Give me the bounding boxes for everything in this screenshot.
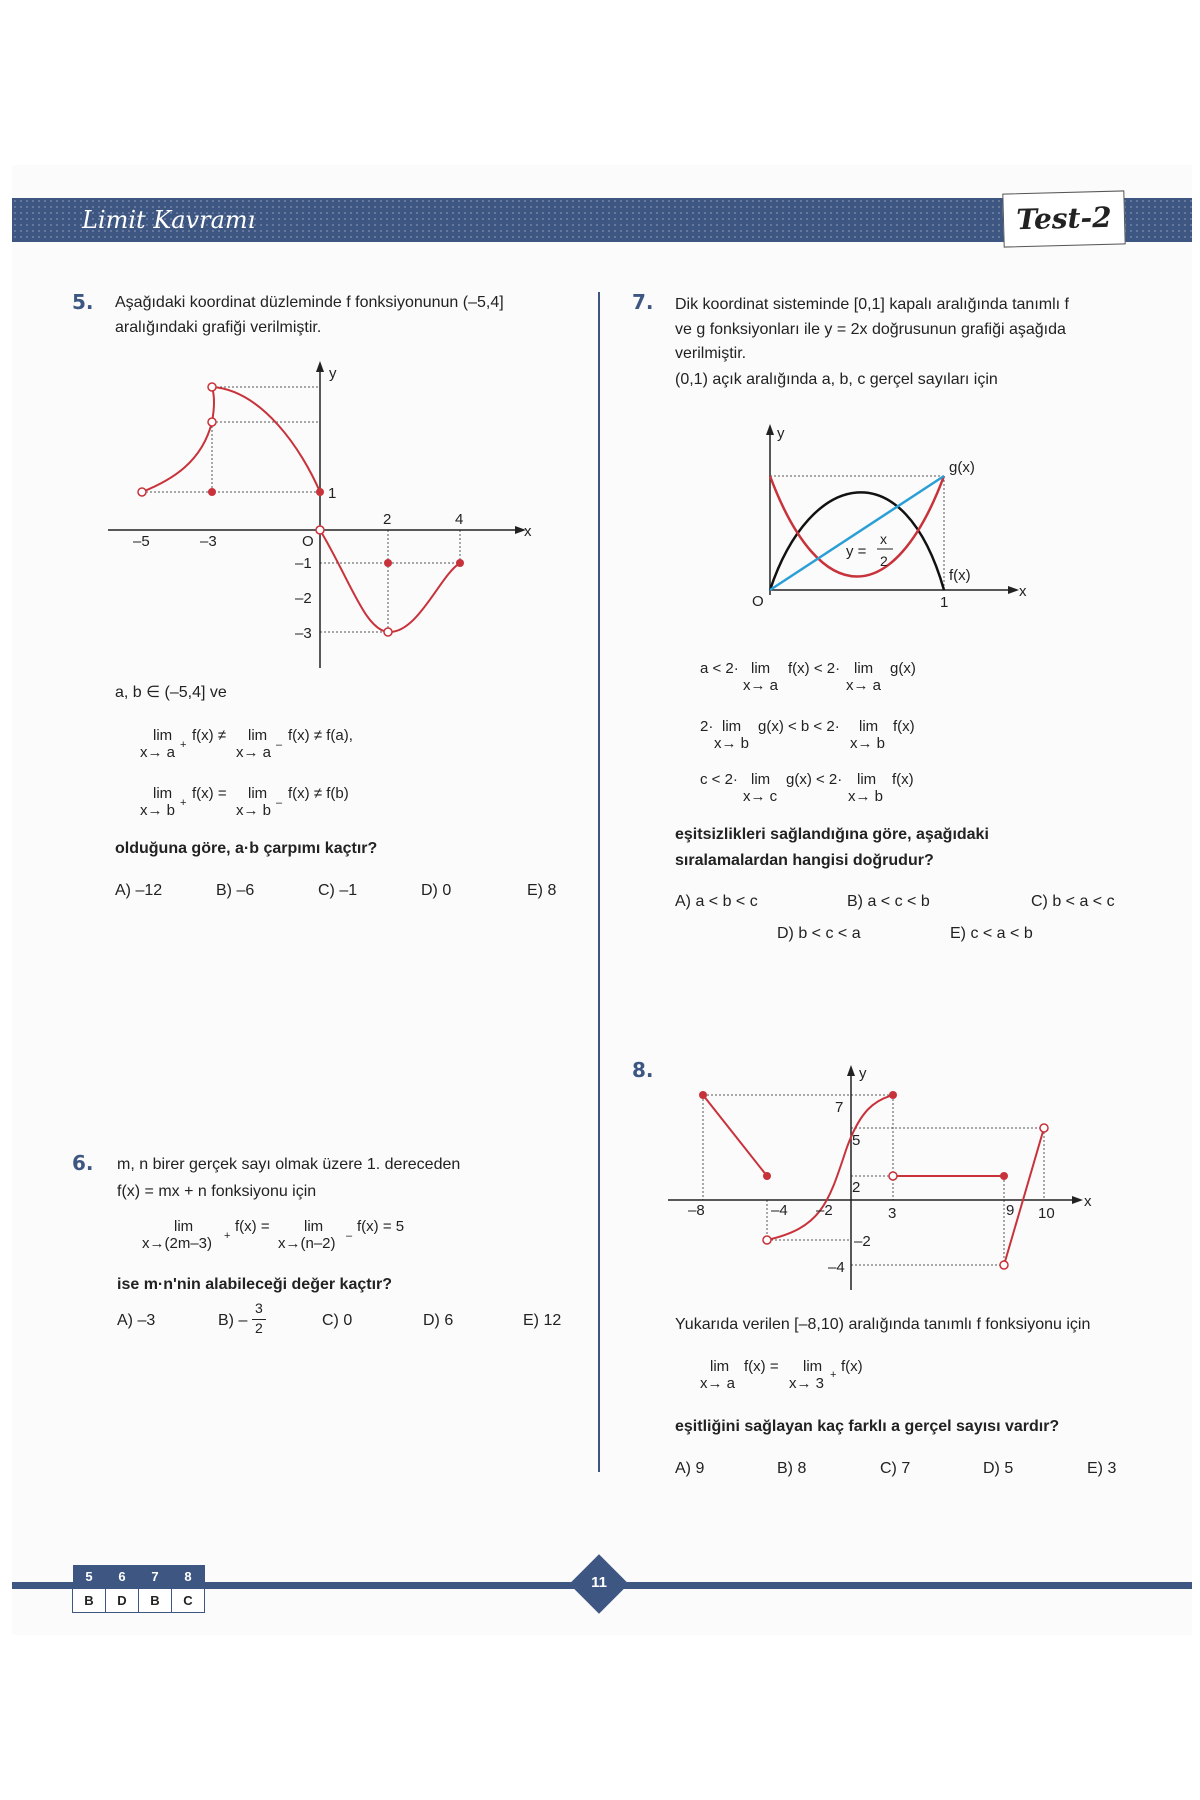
question-text: Yukarıda verilen [–8,10) aralığında tanımlı f fonksiyonu için: [675, 1316, 1091, 1333]
question-number: 5.: [72, 290, 94, 314]
axis-label-x: x: [1019, 583, 1027, 600]
answer-key-number: 8: [172, 1565, 205, 1589]
answer-option-b[interactable]: B) – 3 2: [218, 1312, 247, 1330]
axis-label-x: x: [1084, 1193, 1092, 1210]
tick-label: 1: [328, 485, 337, 502]
answer-option[interactable]: D) b < c < a: [777, 925, 861, 942]
origin-label: O: [302, 533, 314, 550]
origin-label: O: [752, 593, 764, 610]
answer-key-letter: D: [106, 1589, 139, 1613]
answer-key-letter: B: [73, 1589, 106, 1613]
tick-label: –4: [828, 1259, 845, 1276]
answer-key: [72, 1565, 205, 1613]
answer-option[interactable]: E) 3: [1087, 1460, 1117, 1477]
tick-label: 5: [852, 1132, 861, 1149]
test-label-box: [1002, 190, 1125, 247]
answer-option[interactable]: C) b < a < c: [1031, 893, 1115, 910]
answer-option[interactable]: A) –12: [115, 882, 163, 899]
answer-option[interactable]: D) 5: [983, 1460, 1014, 1477]
question-text: verilmiştir.: [675, 345, 747, 362]
answer-key-number: 6: [106, 1565, 139, 1589]
answer-option[interactable]: E) 12: [523, 1312, 562, 1329]
tick-label: –2: [295, 590, 312, 607]
tick-label: 1: [940, 594, 949, 611]
page-number: 11: [591, 1574, 607, 1591]
axis-label-y: y: [859, 1065, 867, 1082]
question-text: Dik koordinat sisteminde [0,1] kapalı aralığında tanımlı f: [675, 296, 1069, 313]
q5-graph: [100, 355, 550, 675]
question-prompt: ise m·n'nin alabileceği değer kaçtır?: [117, 1276, 393, 1293]
question-text: aralığındaki grafiği verilmiştir.: [115, 319, 322, 336]
answer-option[interactable]: C) –1: [318, 882, 358, 899]
tick-label: –4: [771, 1202, 788, 1219]
q7-graph: [735, 415, 1035, 620]
line-label-num: x: [880, 531, 887, 547]
answer-option[interactable]: C) 7: [880, 1460, 911, 1477]
condition-text: a, b ∈ (–5,4] ve: [115, 684, 227, 701]
answer-key-number: 7: [139, 1565, 172, 1589]
axis-label-y: y: [777, 425, 785, 442]
answer-option[interactable]: E) 8: [527, 882, 557, 899]
tick-label: 2: [852, 1179, 861, 1196]
answer-option[interactable]: A) a < b < c: [675, 893, 758, 910]
answer-option[interactable]: B) a < c < b: [847, 893, 930, 910]
question-text: Aşağıdaki koordinat düzleminde f fonksiyonunun (–5,4]: [115, 294, 504, 311]
tick-label: –2: [854, 1233, 871, 1250]
axis-label-x: x: [524, 523, 532, 540]
question-text: m, n birer gerçek sayı olmak üzere 1. dereceden: [117, 1156, 461, 1173]
question-prompt: sıralamalardan hangisi doğrudur?: [675, 852, 934, 869]
g-label: g(x): [949, 459, 975, 476]
question-text: f(x) = mx + n fonksiyonu için: [117, 1183, 317, 1200]
answer-key-letter: B: [139, 1589, 172, 1613]
answer-option[interactable]: D) 6: [423, 1312, 454, 1329]
question-number: 6.: [72, 1151, 94, 1175]
fraction-denominator: 2: [255, 1320, 263, 1336]
tick-label: 7: [835, 1099, 844, 1116]
answer-key-letter: C: [172, 1589, 205, 1613]
question-prompt: eşitliğini sağlayan kaç farklı a gerçel sayısı vardır?: [675, 1418, 1060, 1435]
tick-label: 9: [1006, 1202, 1015, 1219]
tick-label: 10: [1038, 1205, 1055, 1222]
answer-option[interactable]: B) –6: [216, 882, 255, 899]
answer-option[interactable]: B) 8: [777, 1460, 807, 1477]
answer-option[interactable]: A) –3: [117, 1312, 156, 1329]
tick-label: –1: [295, 555, 312, 572]
line-label: y =: [846, 543, 867, 560]
question-text: (0,1) açık aralığında a, b, c gerçel sayıları için: [675, 371, 998, 388]
answer-option[interactable]: E) c < a < b: [950, 925, 1033, 942]
question-text: ve g fonksiyonları ile y = 2x doğrusunun grafiği aşağıda: [675, 321, 1066, 338]
axis-label-y: y: [329, 365, 337, 382]
test-label: Test-2: [1015, 200, 1113, 237]
question-prompt: olduğuna göre, a·b çarpımı kaçtır?: [115, 840, 378, 857]
f-label: f(x): [949, 567, 971, 584]
answer-option[interactable]: D) 0: [421, 882, 452, 899]
tick-label: 3: [888, 1205, 897, 1222]
tick-label: –3: [200, 533, 217, 550]
question-number: 7.: [632, 290, 654, 314]
question-number: 8.: [632, 1058, 654, 1082]
answer-key-number: 5: [73, 1565, 106, 1589]
section-title: Limit Kavramı: [82, 206, 256, 234]
tick-label: –8: [688, 1202, 705, 1219]
answer-option[interactable]: C) 0: [322, 1312, 353, 1329]
tick-label: –2: [816, 1202, 833, 1219]
tick-label: –3: [295, 625, 312, 642]
tick-label: 4: [455, 511, 464, 528]
question-prompt: eşitsizlikleri sağlandığına göre, aşağıdaki: [675, 826, 989, 843]
column-divider: [598, 292, 600, 1472]
tick-label: –5: [133, 533, 150, 550]
line-label-den: 2: [880, 553, 888, 569]
tick-label: 2: [383, 511, 392, 528]
answer-option[interactable]: A) 9: [675, 1460, 705, 1477]
q8-graph: [660, 1058, 1100, 1298]
fraction-numerator: 3: [255, 1300, 263, 1316]
